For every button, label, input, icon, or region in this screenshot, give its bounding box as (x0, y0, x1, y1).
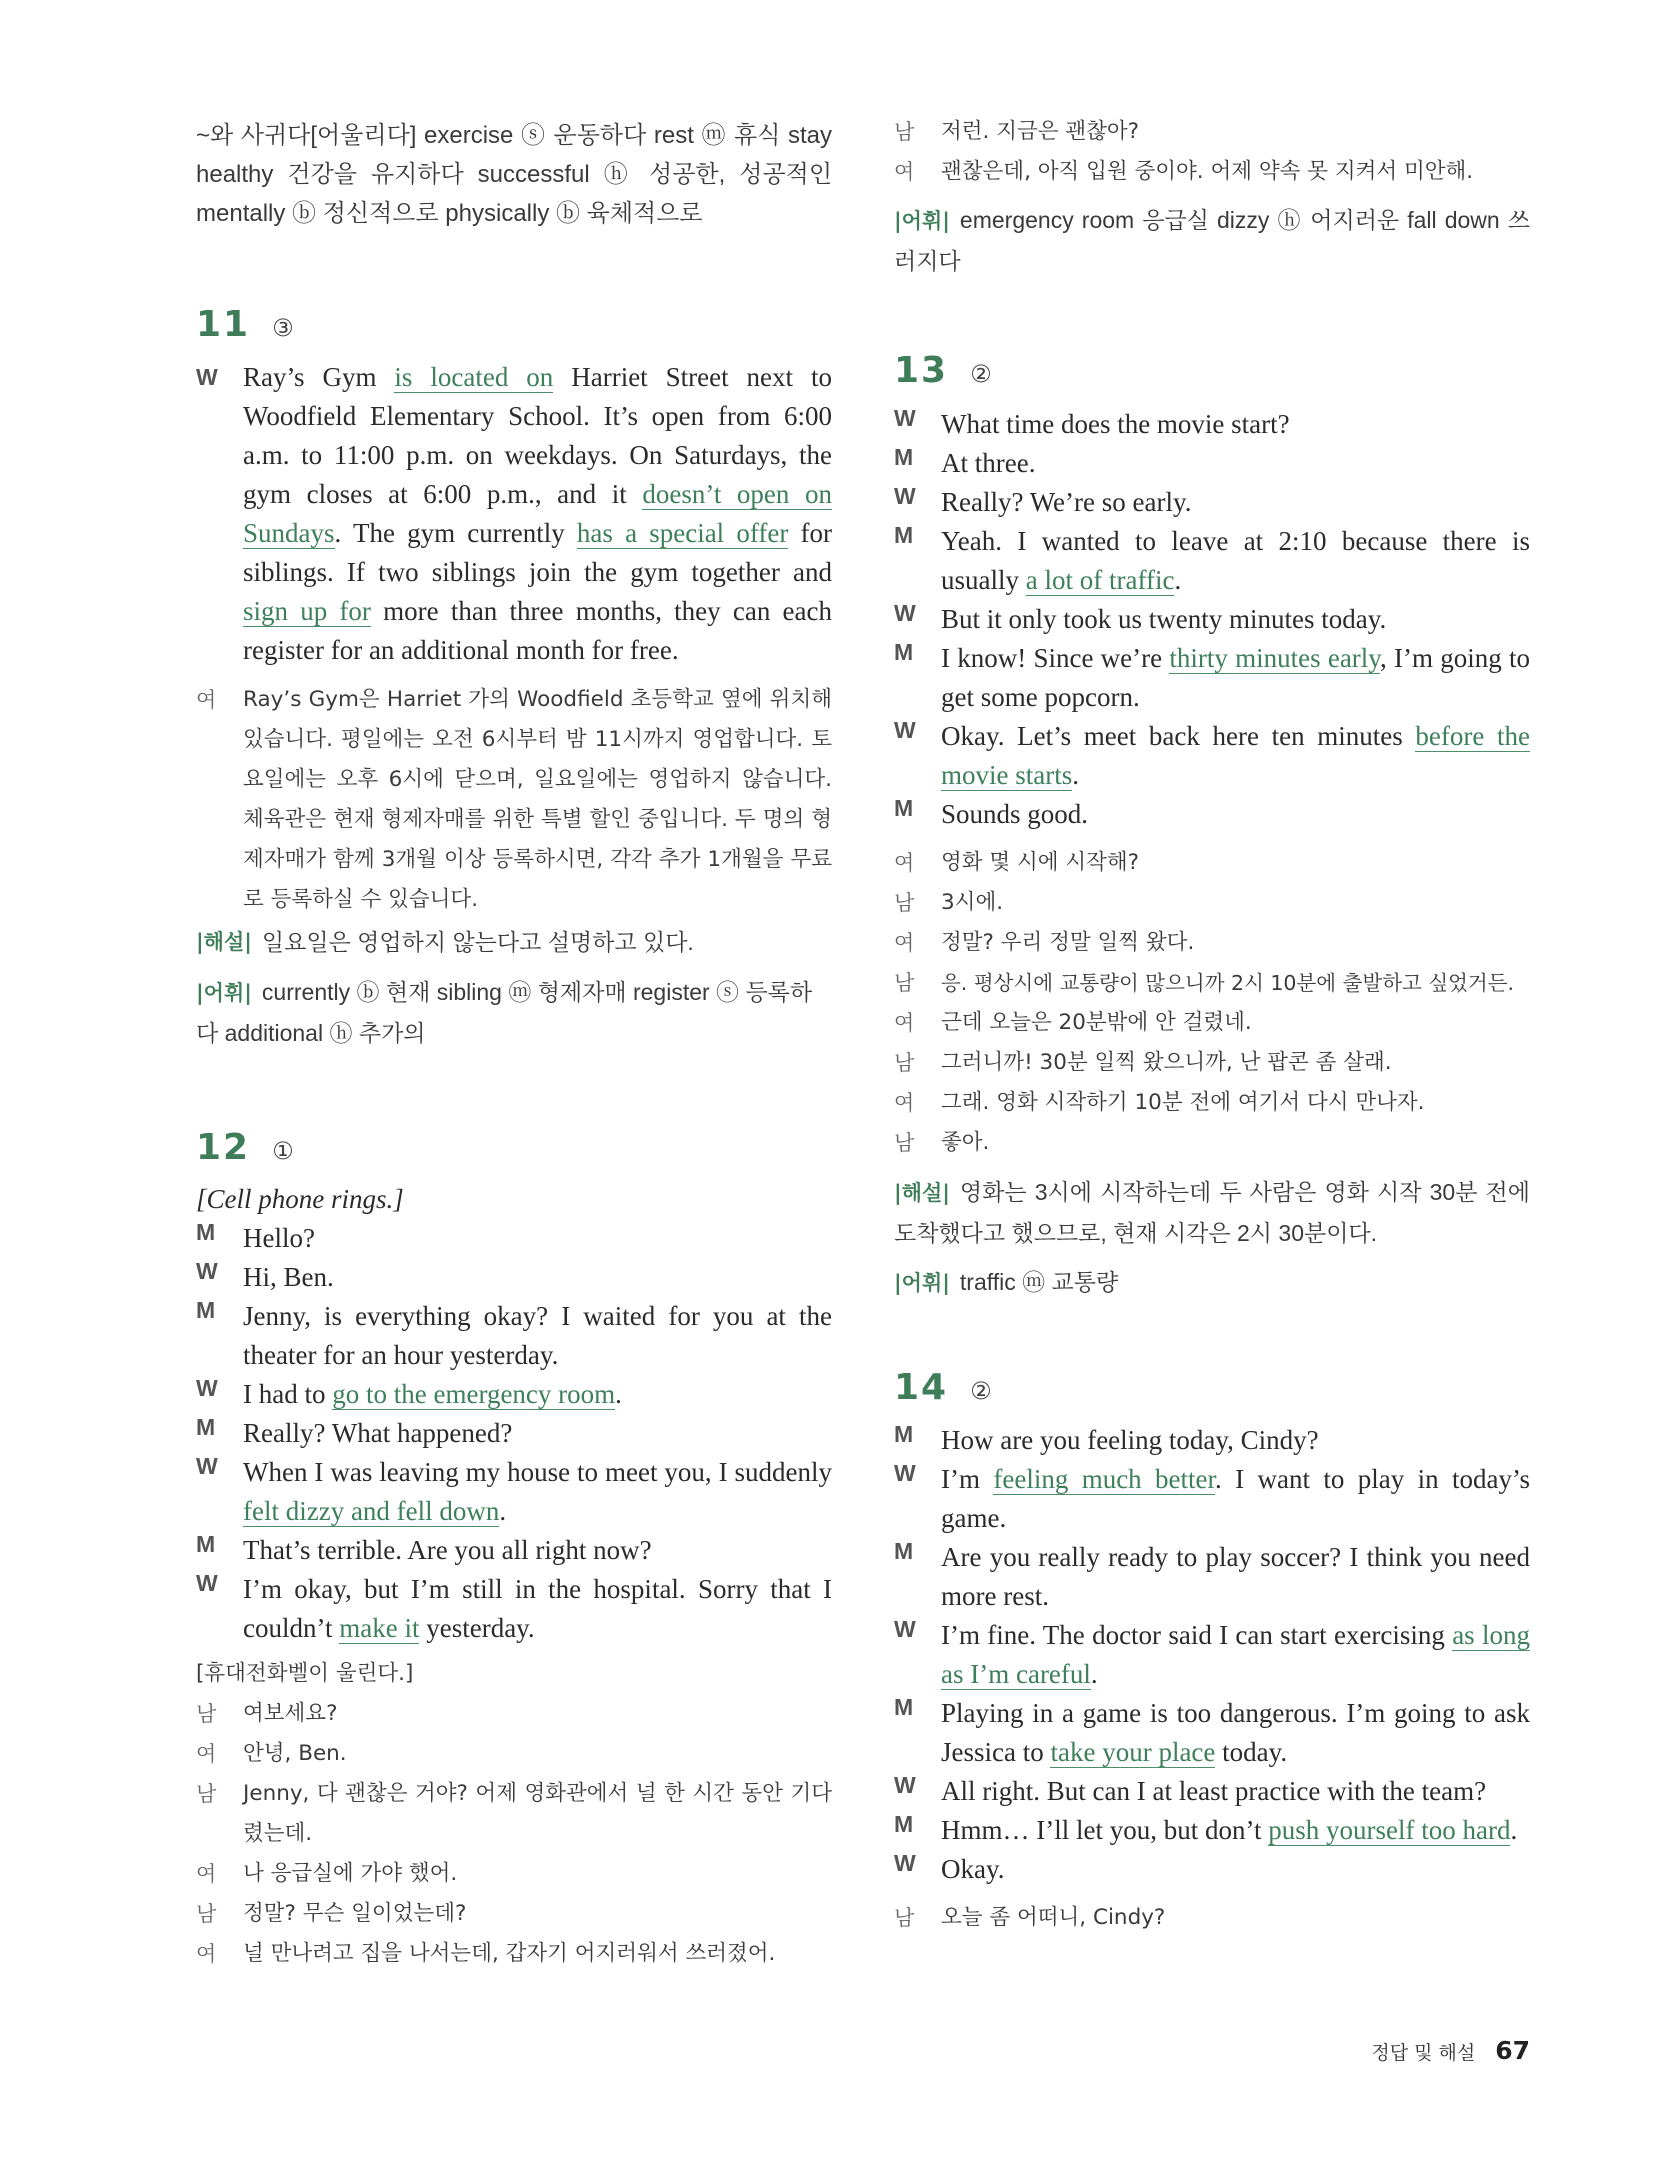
text-segment: . (1072, 760, 1079, 790)
text-segment: Really? We’re so early. (941, 487, 1192, 517)
speaker-label: W (894, 1772, 916, 1798)
speaker-label: 여 (894, 1011, 915, 1035)
translation-line (196, 1854, 832, 1894)
translation-line (894, 152, 1530, 192)
line-text (243, 1531, 832, 1570)
speaker-label: 여 (196, 1942, 217, 1966)
script-line (196, 1570, 832, 1648)
line-text (243, 1297, 832, 1375)
text-segment: Yeah. I wanted to leave at 2:10 because there is usually (941, 526, 1530, 595)
speaker-label: 남 (894, 1131, 915, 1155)
question-number: 13 (894, 350, 949, 391)
text-segment: That’s terrible. Are you all right now? (243, 1535, 652, 1565)
line-text (941, 639, 1530, 717)
key-phrase: push yourself too hard (1268, 1815, 1511, 1845)
line-text (243, 1258, 832, 1297)
speaker-label: W (196, 1375, 218, 1401)
text-segment: Playing in a game is too dangerous. I’m going to ask Jessica to (941, 1698, 1530, 1767)
speaker-label: W (894, 1616, 916, 1642)
line-text (941, 1850, 1530, 1889)
line-text (941, 1421, 1530, 1460)
line-text (941, 600, 1530, 639)
key-phrase: felt dizzy and fell down (243, 1496, 500, 1526)
script-line (894, 1616, 1530, 1694)
translation-line (196, 1694, 832, 1734)
text-segment: Okay. Let’s meet back here ten minutes (941, 721, 1416, 751)
line-text (941, 1616, 1530, 1694)
line-text (941, 1694, 1530, 1772)
translation-text: 3시에. (941, 890, 1004, 915)
speaker-label: 여 (894, 1091, 915, 1115)
text-segment: more than three months, they can each register for an additional month for free. (243, 596, 832, 665)
translation-line (894, 1898, 1530, 1938)
speaker-label: 남 (894, 891, 915, 915)
translation-line (894, 963, 1530, 1003)
footer-label: 정답 및 해설 (1371, 2042, 1476, 2064)
text-segment: Hi, Ben. (243, 1262, 334, 1292)
translation-text: Ray’s Gym은 Harriet 가의 Woodfield 초등학교 옆에 위치해 있습니다. 평일에는 오전 6시부터 밤 11시까지 영업합니다. 토요일에는 오후 6시에 닫으며, 일요일에는 영업하지 않습니다. 체육관은 현재 형제자매를 위한 특별 할인 중입니다. 두 명의 형제자매가 함께 3개월 이상 등록하시면, 각각 추가 1개월을 무료로 등록하실 수 있습니다. (243, 687, 832, 912)
translation-text: 여보세요? (243, 1701, 338, 1726)
key-phrase: sign up for (243, 596, 371, 626)
speaker-label: M (196, 1219, 216, 1245)
text-segment: When I was leaving my house to meet you, I suddenly (243, 1457, 832, 1487)
speaker-label: 여 (196, 688, 217, 712)
line-text (243, 1414, 832, 1453)
speaker-label: W (196, 364, 218, 390)
speaker-label: 남 (196, 1782, 217, 1806)
speaker-label: 여 (894, 160, 915, 184)
line-text (243, 1219, 832, 1258)
speaker-label: M (894, 1694, 914, 1720)
line-text (941, 444, 1530, 483)
script-line (894, 1421, 1530, 1460)
text-segment: Hello? (243, 1223, 315, 1253)
translation-line (894, 843, 1530, 883)
line-text (941, 717, 1530, 795)
translation-text: 안녕, Ben. (243, 1741, 347, 1766)
explanation (196, 922, 832, 962)
translation-text: 좋아. (941, 1130, 990, 1155)
key-phrase: a lot of traffic (1025, 565, 1175, 595)
translation-text: 정말? 우리 정말 일찍 왔다. (941, 930, 1195, 955)
translation-line (196, 1734, 832, 1774)
line-text (941, 795, 1530, 834)
translation-text: 근데 오늘은 20분밖에 안 걸렸네. (941, 1010, 1252, 1035)
text-segment: . (1090, 1659, 1098, 1689)
text-segment: All right. But can I at least practice with the team? (941, 1776, 1487, 1806)
text-segment: . (1510, 1815, 1518, 1845)
speaker-label: 여 (894, 931, 915, 955)
speaker-label: M (894, 522, 914, 548)
script-line (196, 1531, 832, 1570)
script-line (894, 522, 1530, 600)
answer-mark: ② (970, 360, 992, 388)
speaker-label: W (196, 1453, 218, 1479)
vocab-tag: |어휘| (196, 981, 252, 1005)
text-segment: I’m fine. The doctor said I can start exercising (941, 1620, 1453, 1650)
explanation-tag: |해설| (196, 930, 252, 954)
vocabulary (196, 972, 832, 1053)
speaker-label: M (894, 1811, 914, 1837)
line-text (941, 405, 1530, 444)
question-number: 12 (196, 1127, 251, 1168)
key-phrase: take your place (1050, 1737, 1216, 1767)
previous-vocab: ~와 사귀다[어울리다] exercise ⓢ 운동하다 rest ⓜ 휴식 stay healthy 건강을 유지하다 successful ⓗ 성공한, 성공적인 mentally ⓑ 정신적으로 physically ⓑ 육체적으로 (196, 122, 832, 227)
translation-text: 정말? 무슨 일이었는데? (243, 1901, 467, 1926)
vocabulary (894, 1262, 1530, 1303)
answer-mark: ③ (272, 314, 294, 342)
translation-line (894, 1123, 1530, 1163)
speaker-label: W (894, 600, 916, 626)
key-phrase: has a special offer (576, 518, 789, 548)
answer-mark: ① (272, 1137, 294, 1165)
answer-mark: ② (970, 1377, 992, 1405)
speaker-label: 남 (894, 1906, 915, 1930)
speaker-label: M (196, 1531, 216, 1557)
script-line (196, 358, 832, 670)
line-text (941, 483, 1530, 522)
text-segment: What time does the movie start? (941, 409, 1290, 439)
vocab-tag: |어휘| (894, 1271, 950, 1295)
speaker-label: W (196, 1258, 218, 1284)
stage-direction: [Cell phone rings.] (196, 1184, 404, 1214)
text-segment: yesterday. (419, 1613, 535, 1643)
translation-text: 나 응급실에 가야 했어. (243, 1861, 458, 1886)
translation-line (894, 1043, 1530, 1083)
speaker-label: 남 (196, 1702, 217, 1726)
key-phrase: feeling much better (993, 1464, 1216, 1494)
script-line (894, 1850, 1530, 1889)
question-11-header (196, 304, 294, 345)
script-line (894, 1538, 1530, 1616)
key-phrase: as long as I’m careful (941, 1620, 1530, 1689)
script-line (894, 444, 1530, 483)
translation-text: 응. 평상시에 교통량이 많으니까 2시 10분에 출발하고 싶었거든. (941, 971, 1515, 995)
script-line (894, 1811, 1530, 1850)
speaker-label: M (894, 444, 914, 470)
page-footer (1371, 2036, 1530, 2065)
explanation-tag: |해설| (894, 1181, 950, 1205)
key-phrase: doesn’t open on Sundays (243, 479, 833, 548)
speaker-label: 남 (894, 120, 915, 144)
translation-block (196, 680, 832, 920)
vocabulary (894, 200, 1530, 281)
text-segment: I know! Since we’re (941, 643, 1170, 673)
explanation (894, 1172, 1530, 1253)
text-segment: . The gym currently (334, 518, 577, 548)
speaker-label: M (196, 1414, 216, 1440)
translation-text: 그러니까! 30분 일찍 왔으니까, 난 팝콘 좀 살래. (941, 1050, 1392, 1075)
speaker-label: M (894, 1538, 914, 1564)
key-phrase: is located on (394, 362, 554, 392)
line-text (941, 1772, 1530, 1811)
text-segment: . (499, 1496, 507, 1526)
translation-text: 그래. 영화 시작하기 10분 전에 여기서 다시 만나자. (941, 1090, 1425, 1115)
script-line (196, 1297, 832, 1375)
speaker-label: M (894, 1421, 914, 1447)
translation-line (894, 1003, 1530, 1043)
speaker-label: 남 (894, 1051, 915, 1075)
translation-text: 괜찮은데, 아직 입원 중이야. 어제 약속 못 지켜서 미안해. (941, 159, 1474, 184)
text-segment: At three. (941, 448, 1036, 478)
text-segment: . (615, 1379, 622, 1409)
page-number: 67 (1495, 2036, 1530, 2065)
vocab-text: emergency room 응급실 dizzy ⓗ 어지러운 fall down 쓰러지다 (894, 207, 1530, 274)
speaker-label: W (196, 1570, 218, 1596)
text-segment: for siblings. If two siblings join the gym together and (243, 518, 832, 587)
text-segment: But it only took us twenty minutes today. (941, 604, 1387, 634)
speaker-label: M (894, 639, 914, 665)
vocab-text: currently ⓑ 현재 sibling ⓜ 형제자매 register ⓢ 등록하다 additional ⓗ 추가의 (196, 979, 813, 1046)
speaker-label: W (894, 1460, 916, 1486)
speaker-label: W (894, 717, 916, 743)
script-line (894, 795, 1530, 834)
question-14-header (894, 1367, 992, 1408)
line-text (243, 1453, 832, 1531)
speaker-label: W (894, 483, 916, 509)
question-number: 11 (196, 304, 251, 345)
question-number: 14 (894, 1367, 949, 1408)
translation-line (196, 1894, 832, 1934)
line-text (941, 522, 1530, 600)
script-line (894, 717, 1530, 795)
translation-line (196, 1774, 832, 1854)
text-segment: Are you really ready to play soccer? I think you need more rest. (941, 1542, 1530, 1611)
translation-text: 영화 몇 시에 시작해? (941, 850, 1140, 875)
text-segment: Okay. (941, 1854, 1005, 1884)
key-phrase: go to the emergency room (332, 1379, 616, 1409)
key-phrase: make it (339, 1613, 420, 1643)
speaker-label: M (196, 1297, 216, 1323)
speaker-label: 남 (196, 1902, 217, 1926)
text-segment: How are you feeling today, Cindy? (941, 1425, 1319, 1455)
script-line (894, 1460, 1530, 1538)
script-line (894, 600, 1530, 639)
text-segment: Ray’s Gym (243, 362, 395, 392)
text-segment: Really? What happened? (243, 1418, 513, 1448)
monologue-text (243, 358, 832, 670)
script-line (894, 483, 1530, 522)
vocab-text: traffic ⓜ 교통량 (959, 1269, 1119, 1295)
text-segment: , I’m going to get some popcorn. (941, 643, 1530, 712)
script-line (196, 1219, 832, 1258)
translation-line (894, 1083, 1530, 1123)
speaker-label: 여 (894, 851, 915, 875)
speaker-label: 여 (196, 1862, 217, 1886)
line-text (243, 1375, 832, 1414)
translation-text: Jenny, 다 괜찮은 거야? 어제 영화관에서 널 한 시간 동안 기다렸는데. (243, 1781, 832, 1846)
text-segment: today. (1215, 1737, 1288, 1767)
text-segment: Sounds good. (941, 799, 1089, 829)
translation-text: 오늘 좀 어떠니, Cindy? (941, 1905, 1166, 1930)
text-segment: . I want to play in today’s game. (941, 1464, 1530, 1533)
translation-line (196, 1934, 832, 1974)
script-line (196, 1414, 832, 1453)
translation-line (894, 923, 1530, 963)
script-line (196, 1258, 832, 1297)
question-13-header (894, 350, 992, 391)
line-text (941, 1538, 1530, 1616)
speaker-label: W (894, 1850, 916, 1876)
text-segment: I’m okay, but I’m still in the hospital. Sorry that I couldn’t (243, 1574, 832, 1643)
text-segment: . (1174, 565, 1182, 595)
key-phrase: before the movie starts (941, 721, 1530, 790)
explanation-text: 영화는 3시에 시작하는데 두 사람은 영화 시작 30분 전에 도착했다고 했으므로, 현재 시각은 2시 30분이다. (894, 1179, 1530, 1246)
script-line (894, 639, 1530, 717)
text-segment: Hmm… I’ll let you, but don’t (941, 1815, 1269, 1845)
key-phrase: thirty minutes early (1169, 643, 1381, 673)
translation-line (894, 883, 1530, 923)
speaker-label: 남 (894, 971, 915, 995)
vocab-tag: |어휘| (894, 209, 950, 233)
question-12-header (196, 1127, 294, 1168)
script-line (196, 1453, 832, 1531)
speaker-label: M (894, 795, 914, 821)
translation-text: 널 만나려고 집을 나서는데, 갑자기 어지러워서 쓰러졌어. (243, 1941, 776, 1966)
translation-line (894, 112, 1530, 152)
script-line (894, 405, 1530, 444)
script-line (894, 1694, 1530, 1772)
text-segment: Jenny, is everything okay? I waited for you at the theater for an hour yesterday. (243, 1301, 832, 1370)
line-text (941, 1460, 1530, 1538)
stage-direction-translation: [휴대전화벨이 울린다.] (196, 1661, 414, 1686)
line-text (243, 1570, 832, 1648)
text-segment: Harriet Street next to Woodfield Elementary School. It’s open from 6:00 a.m. to 11:00 p.m. on weekdays. On Saturdays, the gym closes at 6:00 p.m., and it (243, 362, 832, 509)
speaker-label: 여 (196, 1742, 217, 1766)
translation-text: 저런. 지금은 괜찮아? (941, 119, 1140, 144)
speaker-label: W (894, 405, 916, 431)
script-line (894, 1772, 1530, 1811)
text-segment: I had to (243, 1379, 333, 1409)
script-line (196, 1375, 832, 1414)
text-segment: I’m (941, 1464, 994, 1494)
explanation-text: 일요일은 영업하지 않는다고 설명하고 있다. (261, 929, 694, 955)
line-text (941, 1811, 1530, 1850)
